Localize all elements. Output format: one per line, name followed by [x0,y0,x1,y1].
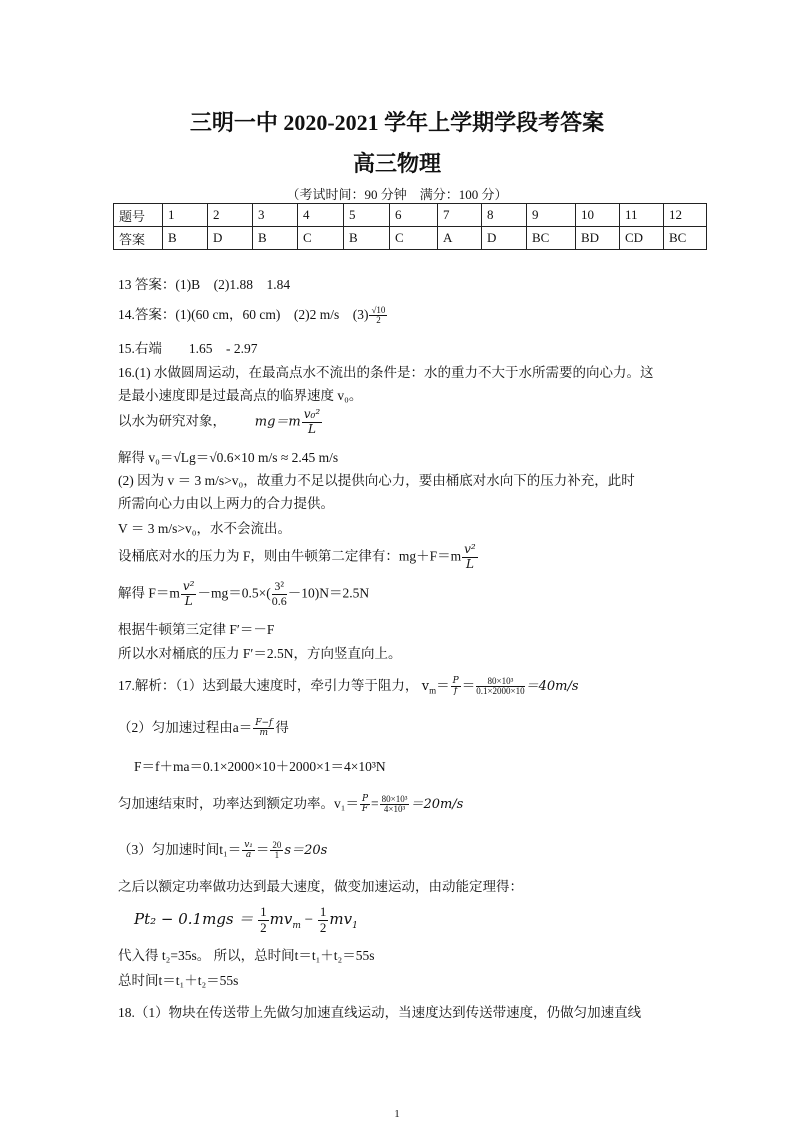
fraction-numerator: v² [182,579,195,593]
q17-line5-fraction2 [270,841,283,862]
q18-line1: 18.（1）物块在传送带上先做匀加速直线运动，当速度达到传送带速度，仍做匀加速直线 [118,1005,642,1020]
q16-conclusion: 所以水对桶底的压力 F′＝2.5N，方向竖直向上。 [118,646,402,661]
q17-line1-result: ＝40m/s [525,679,579,694]
exam-info: （考试时间：90 分钟 满分：100 分） [286,187,508,202]
table-cell: 4 [298,204,344,227]
table-cell: 8 [482,204,527,227]
q16-equation1 [118,408,323,437]
table-cell: 12 [664,204,707,227]
q17-line2-tail: 得 [275,720,289,735]
q17-line4-fraction2 [380,795,410,816]
fraction-numerator: P [361,793,369,804]
q17-mv-subscript2: 1 [352,920,358,931]
table-cell: D [482,227,527,250]
q17-line9: 总时间t＝t₁＋t₂＝55s [118,973,239,988]
q17-half-fraction2 [318,905,329,936]
q16-solution1: 解得 v₀＝√Lg＝√0.6×10 m/s ≈ 2.45 m/s [118,450,339,465]
fraction-denominator: F [361,804,369,815]
q16-intro-line2: 是最小速度即是过最高点的临界速度 v₀。 [118,388,363,403]
q17-equals: ＝ [436,678,450,693]
table-row-answers [114,227,707,250]
fraction-numerator: 80×10³ [476,677,524,688]
table-cell: BD [576,227,620,250]
fraction-denominator: 4×10³ [383,804,406,815]
q17-line1-fraction2 [476,677,524,698]
q17-line5 [118,838,327,861]
table-cell: 9 [527,204,576,227]
fraction-denominator: 0.1×2000×10 [476,686,525,697]
q16-eq1-left: mg＝m [254,414,301,430]
q14-text: 14.答案：(1)(60 cm，60 cm) (2)2 m/s (3) [118,307,369,322]
q17-line5-result: s＝20s [284,843,328,858]
fraction-numerator: √10 [371,304,386,315]
q14-answer [118,303,388,326]
table-header-cell: 题号 [114,204,163,227]
table-cell: C [298,227,344,250]
q17-line3: F＝f＋ma＝0.1×2000×10＋2000×1＝4×10³N [134,759,386,774]
fraction-denominator: 1 [274,850,280,861]
q17-line4-text: 匀加速结束时，功率达到额定功率。v₁＝ [118,796,359,811]
table-cell: 10 [576,204,620,227]
table-cell: 5 [344,204,390,227]
q16-intro-line1: 16.(1) 水做圆周运动，在最高点水不流出的条件是：水的重力不大于水所需要的向心力。这 [118,365,654,380]
fraction-denominator: L [184,593,193,608]
q16-solve2-c: －10)N＝2.5N [287,585,370,601]
table-cell: CD [620,227,664,250]
table-cell: 2 [208,204,253,227]
table-cell: C [390,227,438,250]
table-cell: A [438,227,482,250]
q17-line2 [118,716,289,739]
q17-line5-equals: ＝ [255,842,270,857]
q15-answer: 15.右端 1.65 - 2.97 [118,341,258,356]
q16-eq1-fraction [302,408,322,437]
q16-solve2-a: 解得 F＝m [118,585,180,601]
fraction-denominator: L [465,556,474,571]
q16-solve2-fraction1 [181,580,197,609]
fraction-numerator: 20 [272,839,282,850]
table-row-numbers [114,204,707,227]
fraction-denominator: 2 [376,315,381,326]
q17-line4-equals: = [371,796,379,811]
q16-solve2-fraction2 [272,580,287,609]
fraction-numerator: 1 [260,904,267,919]
q17-line4-result: ＝20m/s [410,797,464,812]
q17-line5-fraction1 [242,841,255,862]
answer-table [113,203,707,250]
fraction-numerator: v² [464,542,476,556]
fraction-denominator: 2 [260,919,267,935]
table-cell: B [344,227,390,250]
table-cell: BC [664,227,707,250]
q17-energy-equation [134,905,358,936]
q17-mv-subscript1: m [292,920,301,931]
page-title: 三明一中 2020-2021 学年上学期学段考答案 [189,110,605,135]
q17-line4-fraction1 [360,795,370,816]
fraction-numerator: v₀² [303,407,321,421]
q17-half-fraction1 [258,905,269,936]
fraction-denominator: 2 [319,919,327,935]
q16-part2-line2: 所需向心力由以上两力的合力提供。 [118,496,334,511]
fraction-numerator: 3² [272,580,287,595]
table-cell: BC [527,227,576,250]
fraction-denominator: L [307,421,316,436]
fraction-denominator: 0.6 [271,593,287,608]
fraction-denominator: f [453,686,458,697]
q17-vm-subscript: m [429,685,437,696]
subject-title: 高三物理 [352,151,441,176]
q17-mv-term2: mv [329,909,353,928]
q16-newton2-fraction [462,543,478,572]
table-cell: 3 [253,204,298,227]
q14-fraction [369,306,387,327]
q17-eq-left: Pt₂ − 0.1mgs ＝ [134,909,254,928]
fraction-numerator: 80×10³ [381,793,408,804]
q17-line4 [118,792,463,815]
q17-line2-text: （2）匀加速过程由a＝ [118,720,253,735]
table-cell: D [208,227,253,250]
table-header-cell: 答案 [114,227,163,250]
q16-part2-line3: V ＝ 3 m/s>v₀，水不会流出。 [118,521,291,536]
q17-line1: 17.解析：（1）达到最大速度时，牵引力等于阻力， $v_m=$ $\frac{P}{f}$ ＝ $\frac{\text{80×10³}}{0.1\times 2000\times 10}$ ＝40m/s [118,675,579,697]
fraction-numerator: P [452,675,459,686]
table-cell: B [163,227,208,250]
q17-line5-text: （3）匀加速时间t₁＝ [118,842,242,857]
q17-line1-text: 17.解析：（1）达到最大速度时，牵引力等于阻力， [118,678,419,693]
q16-newton2-text: 设桶底对水的压力为 F，则由牛顿第二定律有：mg＋F＝m [118,548,462,564]
q17-line6: 之后以额定功率做功达到最大速度，做变加速运动，由动能定理得： [118,879,523,894]
q17-mv-term1: mv [269,909,293,928]
table-cell: 6 [390,204,438,227]
q16-object-label: 以水为研究对象， [118,413,226,429]
fraction-numerator: F−f [255,717,273,728]
q17-line8: 代入得 t₂=35s。 所以，总时间t＝t₁＋t₂＝55s [118,948,375,963]
q17-vm-symbol: v [421,679,430,694]
q17-line1-fraction1 [451,677,461,698]
fraction-denominator: m [259,728,269,739]
q16-solution2 [118,580,369,609]
table-cell: 7 [438,204,482,227]
q16-solve2-b: －mg＝0.5×( [197,585,271,601]
table-cell: B [253,227,298,250]
q17-minus: − [300,911,317,928]
page-number: 1 [394,1108,400,1120]
fraction-numerator: 1 [319,904,327,919]
fraction-numerator: v₁ [244,839,253,850]
fraction-denominator: a [245,850,252,861]
q16-part2-line4 [118,543,479,572]
q13-answer: 13 答案：(1)B (2)1.88 1.84 [118,277,291,292]
table-cell: 11 [620,204,664,227]
table-cell: 1 [163,204,208,227]
q16-part2-line1: (2) 因为 v ＝ 3 m/s>v₀，故重力不足以提供向心力，要由桶底对水向下的压力补充，此时 [118,473,635,488]
q17-line2-fraction [253,719,274,740]
q16-newton3: 根据牛顿第三定律 F′＝－F [118,622,275,637]
